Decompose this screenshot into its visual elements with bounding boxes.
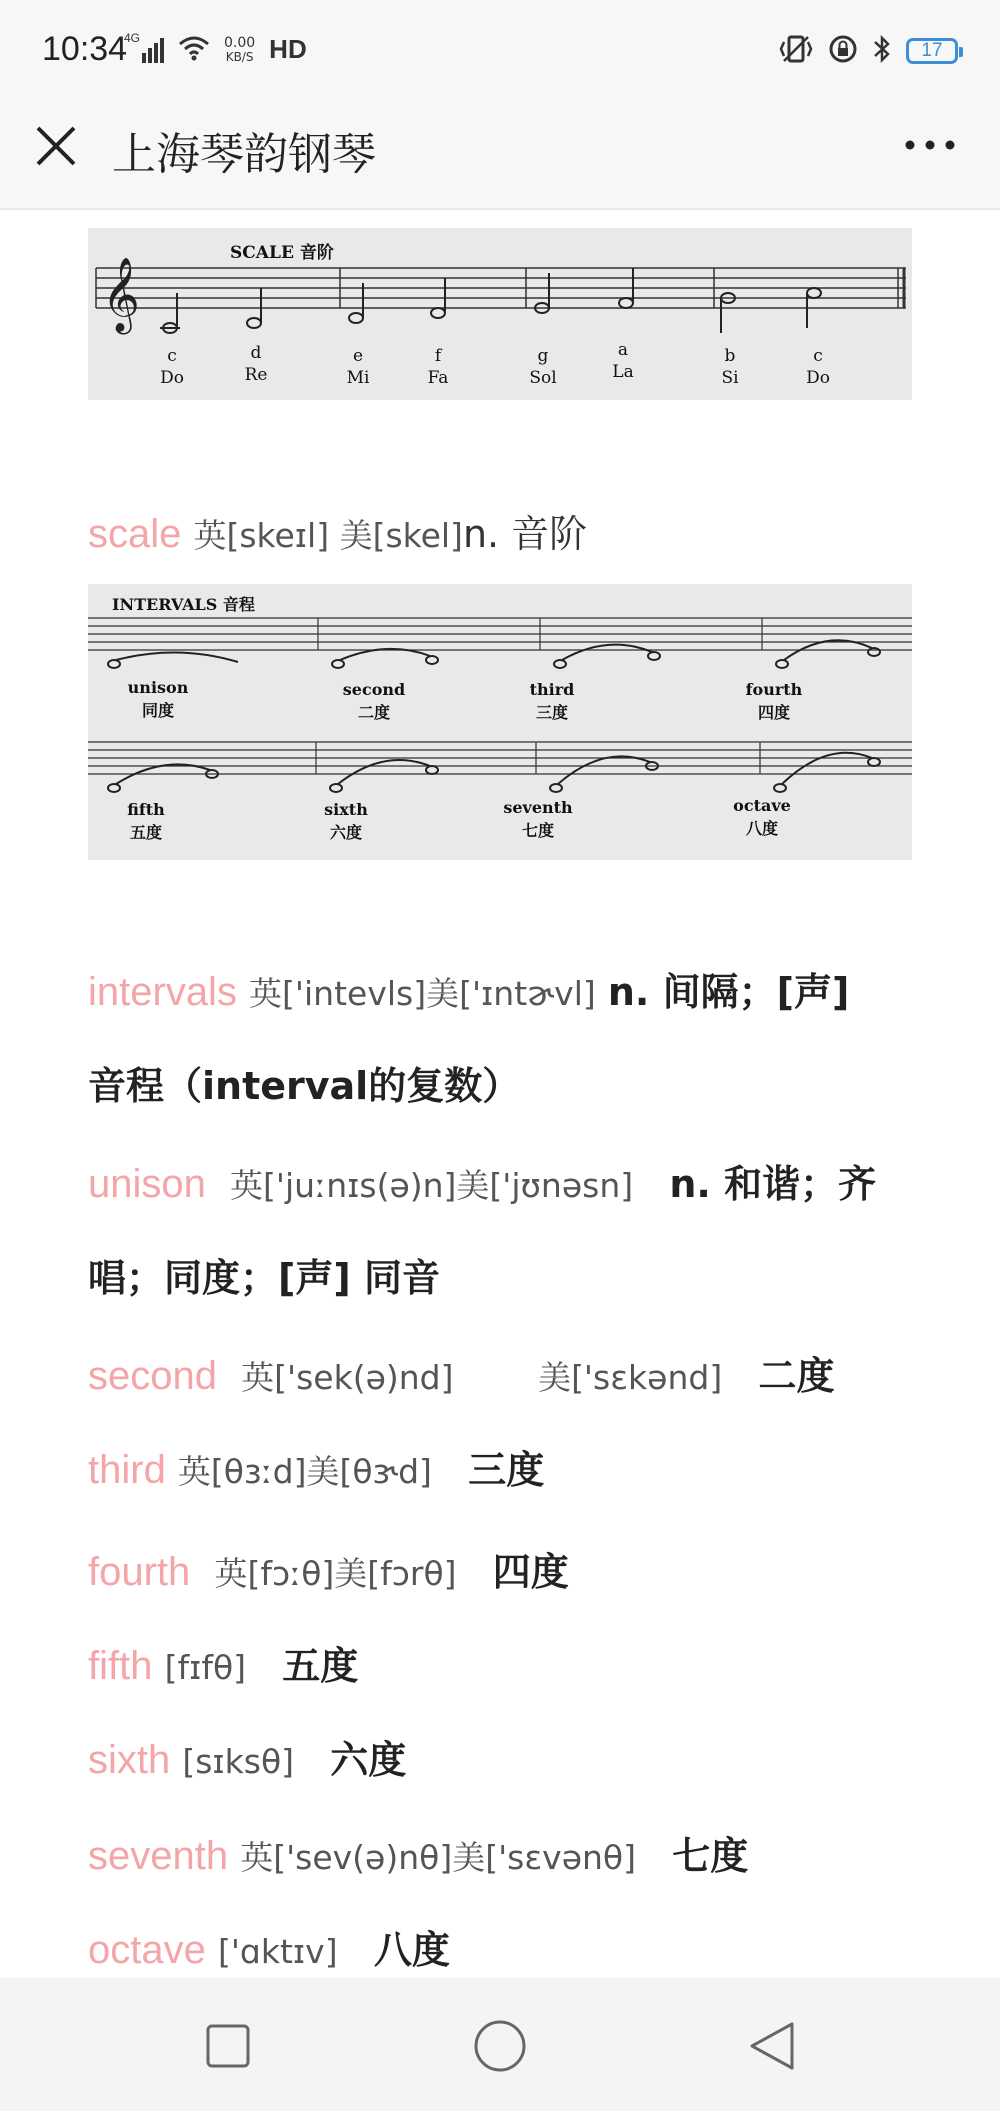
- note-solfege: Si: [721, 368, 739, 388]
- entry-phonetic-us: 美['sɛkənd]: [538, 1358, 723, 1397]
- interval-zh-label: 二度: [357, 703, 390, 722]
- note-letter: f: [434, 346, 442, 366]
- note-letter: e: [352, 346, 364, 366]
- entry-definition-cont: 音程（interval的复数）: [88, 1064, 521, 1108]
- entry-term: seventh: [88, 1834, 229, 1878]
- interval-en-label: fifth: [127, 800, 165, 819]
- interval-en-label: third: [529, 680, 575, 699]
- note-letter: d: [250, 343, 262, 363]
- entry-definition: 二度: [758, 1354, 835, 1398]
- note-solfege: Sol: [529, 368, 557, 388]
- entry-definition: 八度: [373, 1928, 450, 1972]
- signal-icon: 4G: [124, 35, 164, 65]
- entry-definition: n. 和谐；齐: [669, 1162, 877, 1206]
- entry-term: third: [88, 1448, 166, 1492]
- entry-seventh: [88, 1810, 928, 1904]
- speed-value: 0.00: [224, 34, 256, 51]
- hd-icon: HD: [269, 34, 307, 64]
- interval-en-label: seventh: [503, 798, 573, 817]
- entry-definition: 四度: [492, 1550, 569, 1594]
- entry-definition: n. 音阶: [462, 512, 588, 556]
- note-letter: a: [617, 340, 629, 360]
- interval-zh-label: 七度: [521, 821, 554, 840]
- entry-definition: 六度: [330, 1738, 407, 1782]
- entry-phonetic: ['ɑktɪv]: [217, 1932, 338, 1971]
- entry-term: fourth: [88, 1550, 191, 1594]
- interval-zh-label: 八度: [745, 819, 778, 838]
- interval-zh-label: 五度: [129, 823, 162, 842]
- note-solfege: Mi: [346, 368, 370, 388]
- entry-definition-cont: 唱；同度；[声] 同音: [88, 1256, 440, 1300]
- entry-phonetic: 英['juːnɪs(ə)n]美['jʊnəsn]: [230, 1166, 634, 1205]
- entry-term: octave: [88, 1928, 206, 1972]
- entry-fourth: [88, 1526, 928, 1620]
- svg-text:𝄞: 𝄞: [102, 258, 140, 332]
- note-solfege: Re: [244, 365, 268, 385]
- entry-fifth: [88, 1620, 928, 1714]
- intervals-figure: [88, 584, 912, 860]
- interval-zh-label: 三度: [535, 703, 568, 722]
- speed-unit: KB/S: [225, 49, 254, 64]
- interval-en-label: second: [342, 680, 406, 699]
- vibrate-icon: [778, 34, 814, 68]
- entry-term: unison: [88, 1162, 206, 1206]
- entry-scale: [88, 488, 928, 582]
- note-solfege: Do: [806, 368, 830, 388]
- entry-term: fifth: [88, 1644, 153, 1688]
- entry-phonetic: 英[fɔːθ]美[fɔrθ]: [214, 1554, 457, 1593]
- title-bar: [0, 100, 1000, 210]
- recent-apps-icon[interactable]: [198, 2016, 258, 2076]
- home-icon[interactable]: [470, 2016, 530, 2076]
- note-letter: c: [813, 346, 823, 366]
- more-options-icon[interactable]: [900, 130, 960, 160]
- entry-unison: [88, 1138, 928, 1324]
- navigation-bar: [0, 1978, 1000, 2111]
- entry-phonetic: 英['sek(ə)nd]: [241, 1358, 454, 1397]
- entry-term: scale: [88, 512, 182, 556]
- entry-definition: 七度: [672, 1834, 749, 1878]
- note-solfege: La: [612, 362, 634, 382]
- note-letter: g: [537, 346, 549, 366]
- entry-definition: 五度: [282, 1644, 359, 1688]
- network-speed: [224, 36, 255, 64]
- entry-sixth: [88, 1714, 928, 1808]
- interval-zh-label: 六度: [329, 823, 362, 842]
- interval-zh-label: 四度: [757, 703, 790, 722]
- entry-definition: 三度: [468, 1448, 545, 1492]
- status-time: 10:34: [42, 30, 128, 68]
- status-left-icons: [124, 30, 307, 65]
- interval-en-label: octave: [733, 796, 791, 815]
- back-icon[interactable]: [742, 2016, 802, 2076]
- page-title: 上海琴韵钢琴: [112, 129, 376, 180]
- close-icon[interactable]: [30, 120, 82, 172]
- entry-phonetic: 英['sev(ə)nθ]美['sɛvənθ]: [240, 1838, 636, 1877]
- status-bar: [0, 0, 1000, 100]
- note-solfege: Do: [160, 368, 184, 388]
- scale-figure: [88, 228, 912, 400]
- entry-phonetic: [sɪksθ]: [182, 1742, 295, 1781]
- wifi-icon: [178, 35, 210, 65]
- entry-intervals: [88, 946, 928, 1132]
- note-solfege: Fa: [427, 368, 449, 388]
- entry-phonetic: 英['intevls]美['ɪntɚvl]: [249, 974, 596, 1013]
- interval-en-label: sixth: [324, 800, 368, 819]
- bluetooth-icon: [872, 34, 892, 68]
- entry-phonetic: 英[skeɪl] 美[skel]: [193, 516, 463, 555]
- battery-icon: 17: [906, 38, 958, 64]
- scale-caption: SCALE 音阶: [230, 243, 334, 263]
- entry-term: sixth: [88, 1738, 171, 1782]
- entry-definition: n. 间隔；[声]: [607, 970, 850, 1014]
- entry-phonetic: 英[θɜːd]美[θɝd]: [177, 1452, 432, 1491]
- entry-term: second: [88, 1354, 217, 1398]
- lock-rotation-icon: [828, 34, 858, 68]
- interval-zh-label: 同度: [141, 701, 174, 720]
- entry-second: [88, 1330, 928, 1424]
- entry-term: intervals: [88, 970, 237, 1014]
- interval-en-label: unison: [127, 678, 189, 697]
- interval-en-label: fourth: [745, 680, 803, 699]
- note-letter: b: [724, 346, 736, 366]
- entry-third: [88, 1424, 928, 1518]
- note-letter: c: [167, 346, 177, 366]
- status-right-icons: [778, 34, 958, 68]
- intervals-caption: INTERVALS 音程: [112, 595, 255, 614]
- entry-phonetic: [fɪfθ]: [164, 1648, 247, 1687]
